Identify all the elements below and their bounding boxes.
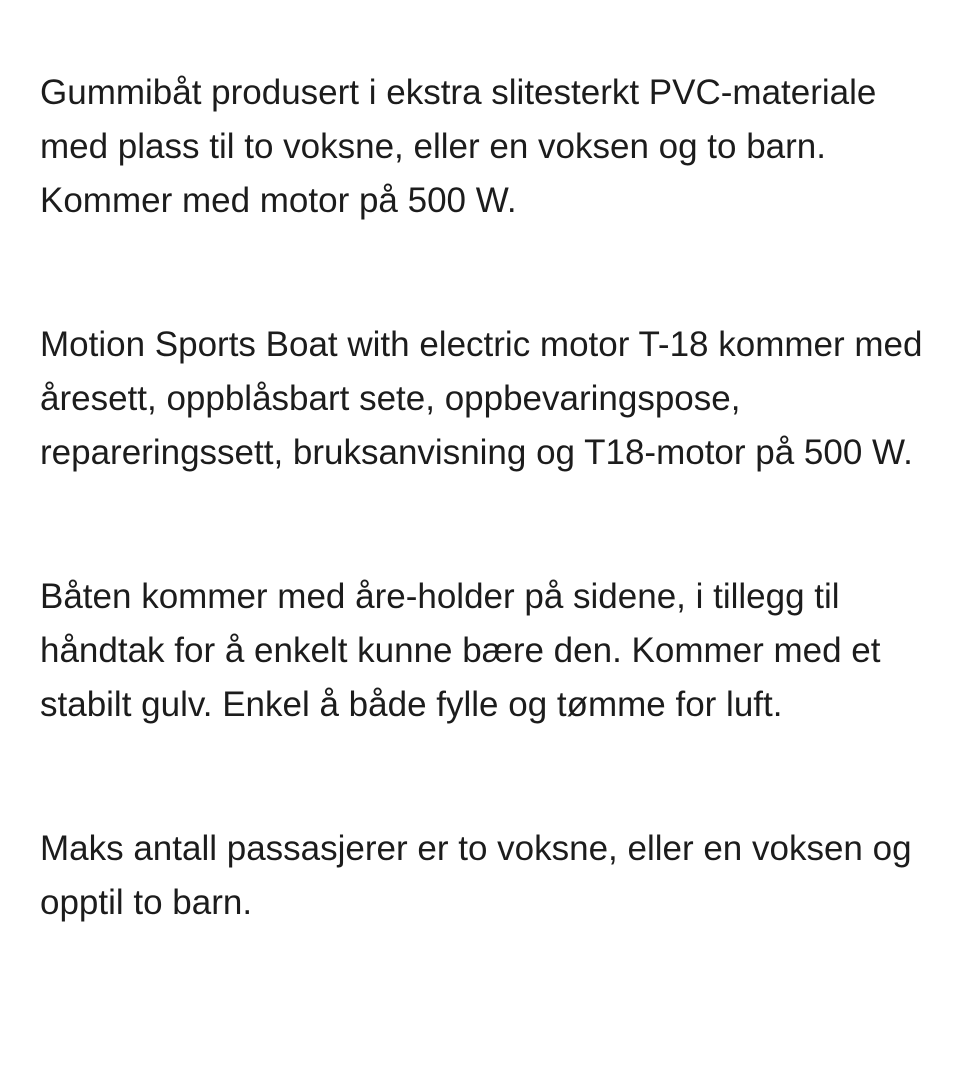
description-paragraph: Maks antall passasjerer er to voksne, eller en voksen og opptil to barn. (40, 829, 912, 922)
description-paragraph: Gummibåt produsert i ekstra slitesterkt PVC-materiale med plass til to voksne, eller en voksen og to barn. Kommer med motor på 500 W. (40, 73, 877, 220)
description-paragraph: Båten kommer med åre-holder på sidene, i tillegg til håndtak for å enkelt kunne bære den. Kommer med et stabilt gulv. Enkel å både fylle og tømme for luft. (40, 577, 881, 724)
description-paragraph: Motion Sports Boat with electric motor T-18 kommer med åresett, oppblåsbart sete, oppbevaringspose, repareringssett, bruksanvisning og T18-motor på 500 W. (40, 325, 923, 472)
product-description (40, 66, 925, 930)
